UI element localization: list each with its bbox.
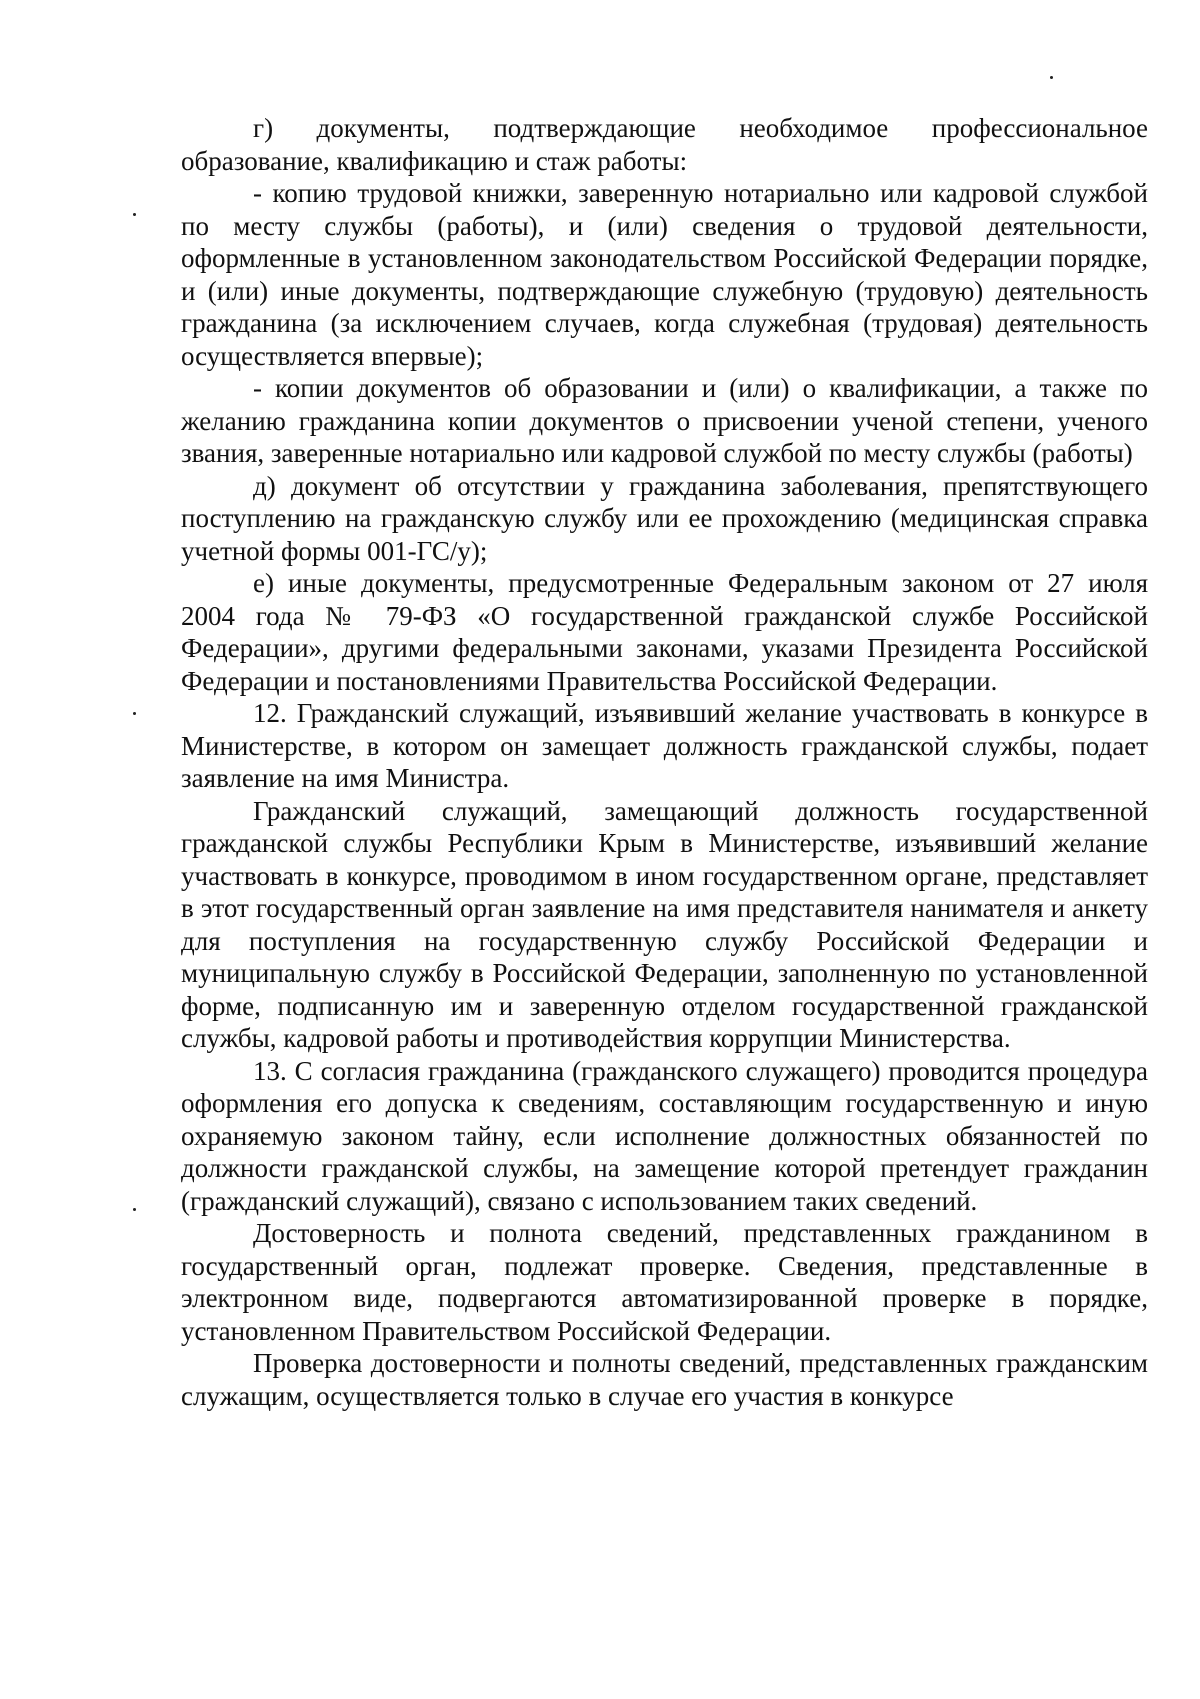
paragraph-verification: Проверка достоверности и полноты сведений, представленных гражданским служащим, осуществляется только в случае его участия в конкурсе (181, 1348, 1148, 1411)
paragraph-documents-g: г) документы, подтверждающие необходимое профессиональное образование, квалификацию и стаж работы: (181, 113, 1148, 176)
scan-speck (133, 712, 136, 715)
paragraph-labor-book-copy: - копию трудовой книжки, заверенную нотариально или кадровой службой по месту службы (работы), и (или) сведения о трудовой деятельности, оформленные в установленном законодательством Российской Федерации порядке, и (или) иные документы, подтверждающие служебную (трудовую) деятельность гражданина (за исключением случаев, когда служебная (трудовая) деятельность осуществляется впервые); (181, 178, 1148, 371)
document-body (181, 112, 1148, 1412)
scan-speck (133, 1208, 136, 1211)
paragraph-education-copies: - копии документов об образовании и (или) о квалификации, а также по желанию гражданина копии документов о присвоении ученой степени, ученого звания, заверенные нотариально или кадровой службой по месту службы (работы) (181, 373, 1148, 468)
paragraph-item-13: 13. С согласия гражданина (гражданского служащего) проводится процедура оформления его допуска к сведениям, составляющим государственную и иную охраняемую законом тайну, если исполнение должностных обязанностей по должности гражданской службы, на замещение которой претендует гражданин (гражданский служащий), связано с использованием таких сведений. (181, 1055, 1148, 1216)
paragraph-civil-servant-other-body: Гражданский служащий, замещающий должность государственной гражданской службы Республики Крым в Министерстве, изъявивший желание участвовать в конкурсе, проводимом в ином государственном органе, представляет в этот государственный орган заявление на имя представителя нанимателя и анкету для поступления на государственную службу Российской Федерации и муниципальную службу в Российской Федерации, заполненную по установленной форме, подписанную им и заверенную отделом государственной гражданской службы, кадровой работы и противодействия коррупции Министерства. (181, 795, 1148, 1053)
paragraph-item-12: 12. Гражданский служащий, изъявивший желание участвовать в конкурсе в Министерстве, в котором он замещает должность гражданской службы, подает заявление на имя Министра. (181, 698, 1148, 793)
paragraph-other-documents-e: е) иные документы, предусмотренные Федеральным законом от 27 июля 2004 года № 79-ФЗ «О государственной гражданской службе Российской Федерации», другими федеральными законами, указами Президента Российской Федерации и постановлениями Правительства Российской Федерации. (181, 568, 1148, 696)
paragraph-reliability-check: Достоверность и полнота сведений, представленных гражданином в государственный орган, подлежат проверке. Сведения, представленные в электронном виде, подвергаются автоматизированной проверке в порядке, установленном Правительством Российской Федерации. (181, 1218, 1148, 1346)
scan-speck (133, 213, 136, 216)
paragraph-medical-certificate-d: д) документ об отсутствии у гражданина заболевания, препятствующего поступлению на гражданскую службу или ее прохождению (медицинская справка учетной формы 001-ГС/у); (181, 470, 1148, 566)
scan-speck (1050, 76, 1053, 79)
